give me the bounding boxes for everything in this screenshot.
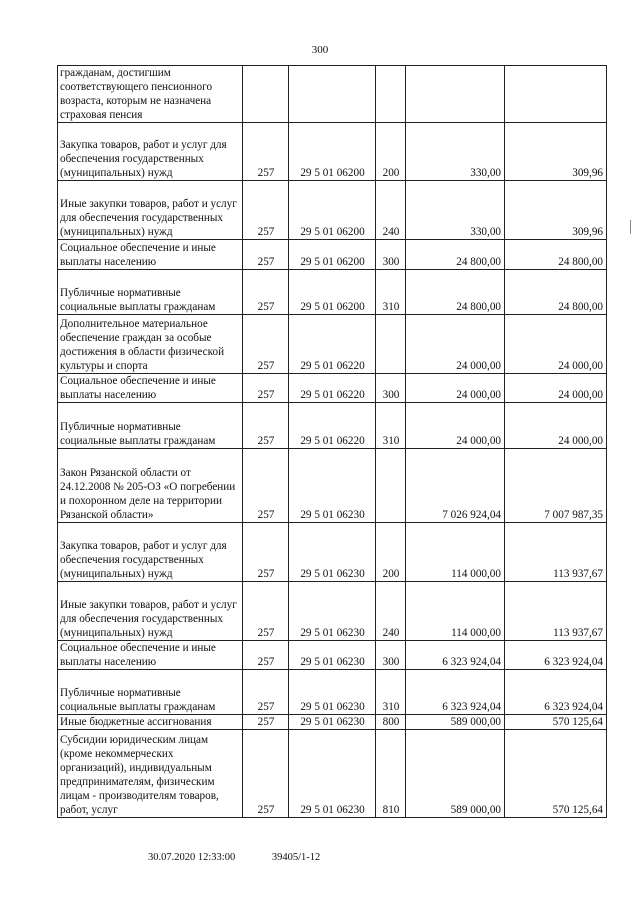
row-grbs: 257 — [243, 641, 289, 670]
table-row — [58, 730, 607, 818]
row-name: Иные закупки товаров, работ и услуг для обеспечения государственных (муниципальных) нужд — [58, 181, 243, 240]
row-name: Публичные нормативные социальные выплаты гражданам — [58, 403, 243, 449]
row-sum-planned: 6 323 924,04 — [406, 641, 505, 670]
row-csr: 29 5 01 06230 — [289, 641, 376, 670]
row-sum-planned — [406, 66, 505, 123]
row-vr: 310 — [376, 270, 406, 315]
row-name: Закон Рязанской области от 24.12.2008 № 205-ОЗ «О погребении и похоронном деле на территории Рязанской области» — [58, 449, 243, 523]
row-csr: 29 5 01 06230 — [289, 670, 376, 715]
row-name: Социальное обеспечение и иные выплаты населению — [58, 641, 243, 670]
row-sum-planned: 114 000,00 — [406, 523, 505, 582]
row-sum-executed: 113 937,67 — [505, 523, 607, 582]
row-grbs: 257 — [243, 403, 289, 449]
row-sum-executed: 24 000,00 — [505, 315, 607, 374]
row-grbs: 257 — [243, 715, 289, 730]
row-grbs: 257 — [243, 582, 289, 641]
row-vr: 300 — [376, 374, 406, 403]
table-row — [58, 181, 607, 240]
row-vr: 300 — [376, 240, 406, 270]
row-name: Дополнительное материальное обеспечение граждан за особые достижения в области физической культуры и спорта — [58, 315, 243, 374]
table-row — [58, 670, 607, 715]
row-grbs: 257 — [243, 270, 289, 315]
row-csr: 29 5 01 06200 — [289, 123, 376, 181]
row-sum-planned: 24 800,00 — [406, 270, 505, 315]
row-name: Публичные нормативные социальные выплаты гражданам — [58, 270, 243, 315]
row-grbs: 257 — [243, 374, 289, 403]
row-csr: 29 5 01 06230 — [289, 582, 376, 641]
row-vr: 240 — [376, 582, 406, 641]
row-csr: 29 5 01 06230 — [289, 449, 376, 523]
row-vr: 240 — [376, 181, 406, 240]
table-row — [58, 523, 607, 582]
row-name: Социальное обеспечение и иные выплаты населению — [58, 374, 243, 403]
table-row — [58, 374, 607, 403]
table-row — [58, 641, 607, 670]
row-sum-executed: 24 000,00 — [505, 403, 607, 449]
row-sum-planned: 330,00 — [406, 181, 505, 240]
row-csr: 29 5 01 06200 — [289, 181, 376, 240]
row-name: гражданам, достигшим соответствующего пенсионного возраста, которым не назначена страховая пенсия — [58, 66, 243, 123]
row-csr: 29 5 01 06230 — [289, 730, 376, 818]
row-name: Иные бюджетные ассигнования — [58, 715, 243, 730]
table-row — [58, 315, 607, 374]
row-sum-executed: 570 125,64 — [505, 715, 607, 730]
table-row — [58, 240, 607, 270]
row-sum-planned: 114 000,00 — [406, 582, 505, 641]
row-grbs: 257 — [243, 449, 289, 523]
footer-timestamp: 30.07.2020 12:33:00 — [148, 852, 236, 863]
row-csr: 29 5 01 06230 — [289, 523, 376, 582]
row-name: Субсидии юридическим лицам (кроме некоммерческих организаций), индивидуальным предпринимателям, физическим лицам - производителям товаров, работ, услуг — [58, 730, 243, 818]
row-name: Закупка товаров, работ и услуг для обеспечения государственных (муниципальных) нужд — [58, 523, 243, 582]
row-sum-planned: 7 026 924,04 — [406, 449, 505, 523]
margin-mark — [630, 220, 631, 234]
row-sum-planned: 24 800,00 — [406, 240, 505, 270]
row-csr: 29 5 01 06230 — [289, 715, 376, 730]
row-grbs: 257 — [243, 730, 289, 818]
row-sum-executed: 24 800,00 — [505, 240, 607, 270]
page-number: 300 — [311, 44, 329, 56]
footer — [148, 852, 320, 863]
row-sum-executed: 570 125,64 — [505, 730, 607, 818]
row-sum-executed — [505, 66, 607, 123]
row-sum-executed: 113 937,67 — [505, 582, 607, 641]
row-csr: 29 5 01 06220 — [289, 374, 376, 403]
row-vr: 200 — [376, 523, 406, 582]
row-csr: 29 5 01 06200 — [289, 270, 376, 315]
row-grbs — [243, 66, 289, 123]
row-name: Социальное обеспечение и иные выплаты населению — [58, 240, 243, 270]
row-vr — [376, 66, 406, 123]
row-grbs: 257 — [243, 315, 289, 374]
budget-table — [57, 65, 607, 818]
table-row — [58, 449, 607, 523]
row-sum-planned: 24 000,00 — [406, 374, 505, 403]
row-name: Публичные нормативные социальные выплаты гражданам — [58, 670, 243, 715]
row-sum-planned: 589 000,00 — [406, 730, 505, 818]
row-vr: 310 — [376, 403, 406, 449]
row-sum-executed: 309,96 — [505, 123, 607, 181]
row-sum-planned: 24 000,00 — [406, 315, 505, 374]
row-sum-executed: 309,96 — [505, 181, 607, 240]
row-sum-executed: 24 000,00 — [505, 374, 607, 403]
row-name: Иные закупки товаров, работ и услуг для обеспечения государственных (муниципальных) нужд — [58, 582, 243, 641]
table-row — [58, 270, 607, 315]
row-grbs: 257 — [243, 123, 289, 181]
row-sum-planned: 330,00 — [406, 123, 505, 181]
table-row — [58, 403, 607, 449]
row-sum-executed: 24 800,00 — [505, 270, 607, 315]
row-vr: 300 — [376, 641, 406, 670]
row-sum-planned: 6 323 924,04 — [406, 670, 505, 715]
footer-doc-number: 39405/1-12 — [271, 852, 321, 863]
table-row — [58, 123, 607, 181]
row-vr — [376, 449, 406, 523]
row-sum-executed: 6 323 924,04 — [505, 641, 607, 670]
row-sum-planned: 589 000,00 — [406, 715, 505, 730]
row-grbs: 257 — [243, 240, 289, 270]
row-sum-executed: 7 007 987,35 — [505, 449, 607, 523]
row-csr: 29 5 01 06200 — [289, 240, 376, 270]
row-grbs: 257 — [243, 181, 289, 240]
row-grbs: 257 — [243, 523, 289, 582]
row-name: Закупка товаров, работ и услуг для обеспечения государственных (муниципальных) нужд — [58, 123, 243, 181]
row-vr: 200 — [376, 123, 406, 181]
row-vr: 310 — [376, 670, 406, 715]
row-vr: 800 — [376, 715, 406, 730]
row-vr — [376, 315, 406, 374]
row-csr — [289, 66, 376, 123]
row-vr: 810 — [376, 730, 406, 818]
row-sum-executed: 6 323 924,04 — [505, 670, 607, 715]
row-csr: 29 5 01 06220 — [289, 403, 376, 449]
table-row — [58, 715, 607, 730]
table-row — [58, 582, 607, 641]
table-row — [58, 66, 607, 123]
row-sum-planned: 24 000,00 — [406, 403, 505, 449]
row-grbs: 257 — [243, 670, 289, 715]
row-csr: 29 5 01 06220 — [289, 315, 376, 374]
